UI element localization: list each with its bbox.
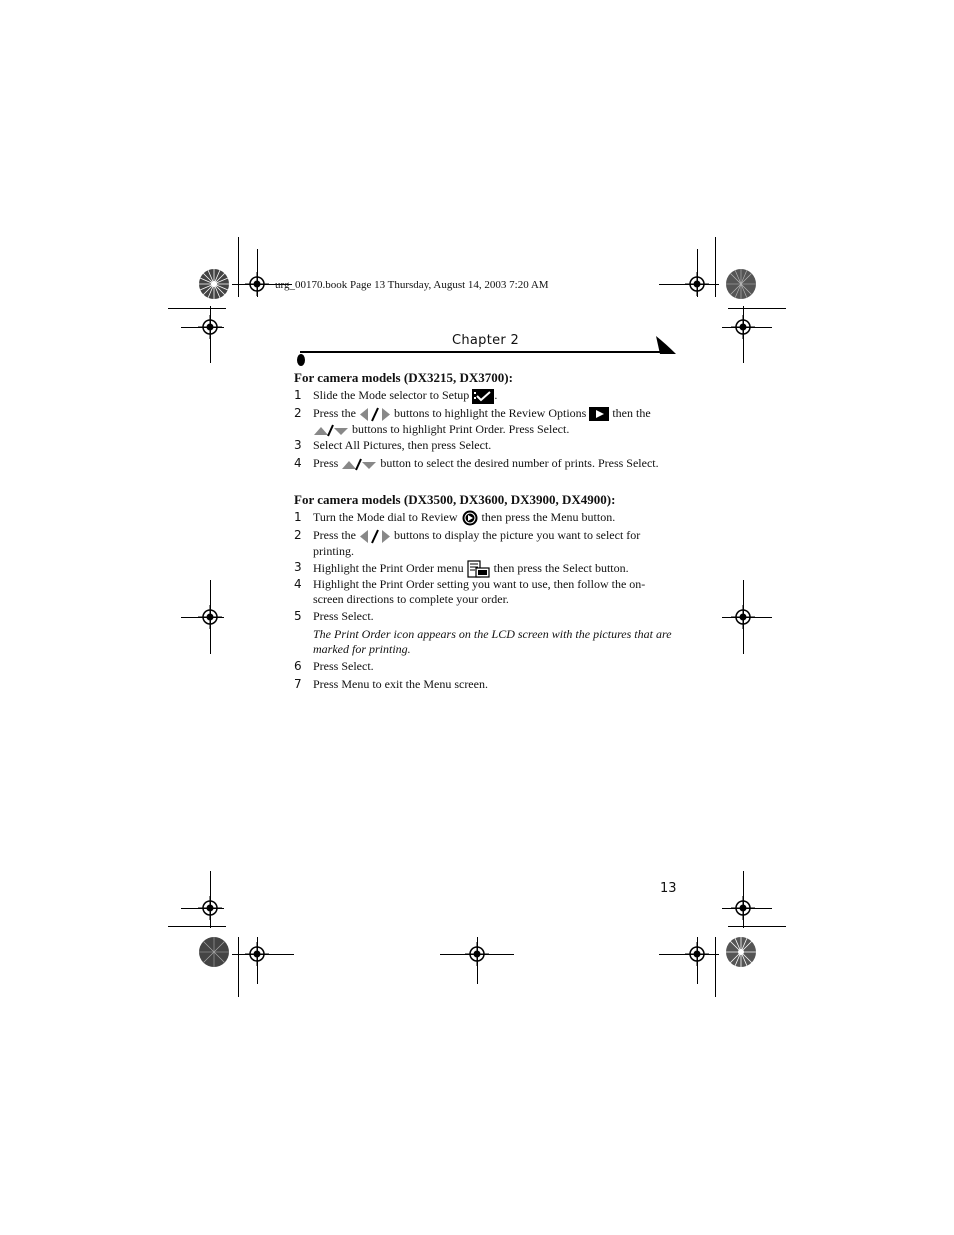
print-order-icon — [467, 560, 491, 578]
step-text: Press the buttons to display the picture you want to select for printing. — [313, 528, 641, 558]
section2-heading: For camera models (DX3500, DX3600, DX3900, DX4900): — [294, 492, 616, 507]
step-text: Select All Pictures, then press Select. — [313, 438, 492, 452]
step-number: 7 — [294, 677, 302, 691]
page-number: 13 — [660, 881, 677, 896]
step-text: Highlight the Print Order setting you want to use, then follow the on-screen directions to complete your order. — [313, 577, 646, 606]
step-text: Turn the Mode dial to Review then press the Menu button. — [313, 510, 673, 526]
step-text: Press the buttons to highlight the Review Options then the buttons to highlight Print Order. Press Select. — [313, 406, 651, 436]
print-order-note: The Print Order icon appears on the LCD screen with the pictures that are marked for printing. — [313, 627, 672, 656]
chapter-arrow-icon — [656, 336, 678, 356]
step-number: 1 — [294, 510, 302, 524]
starburst-icon — [724, 935, 758, 969]
left-right-arrows-icon — [359, 407, 391, 422]
step-number: 3 — [294, 438, 302, 452]
step-number: 4 — [294, 456, 302, 470]
step-text: Highlight the Print Order menu then press the Select button. — [313, 560, 673, 578]
chapter-rule — [300, 351, 662, 353]
step-number: 5 — [294, 609, 302, 623]
step-number: 4 — [294, 577, 302, 591]
step-number: 2 — [294, 528, 302, 542]
book-info-header: urg_00170.book Page 13 Thursday, August 14, 2003 7:20 AM — [275, 279, 549, 291]
up-down-arrows-icon — [313, 424, 349, 437]
step-text: Press button to select the desired number of prints. Press Select. — [313, 456, 659, 470]
up-down-arrows-icon — [341, 458, 377, 471]
starburst-icon — [197, 267, 231, 301]
step-number: 1 — [294, 388, 302, 402]
setup-icon — [472, 389, 494, 404]
section1-heading: For camera models (DX3215, DX3700): — [294, 370, 513, 385]
review-mode-icon — [461, 510, 479, 526]
step-number: 6 — [294, 659, 302, 673]
rule-end-dot — [297, 354, 305, 366]
step-text: Press Select. — [313, 609, 374, 623]
step-number: 3 — [294, 560, 302, 574]
starburst-icon — [724, 267, 758, 301]
review-options-icon — [589, 407, 609, 421]
starburst-icon — [197, 935, 231, 969]
step-text: Slide the Mode selector to Setup . — [313, 388, 498, 402]
step-text: Press Select. — [313, 659, 374, 673]
left-right-arrows-icon — [359, 529, 391, 544]
chapter-label: Chapter 2 — [452, 333, 520, 348]
step-text: Press Menu to exit the Menu screen. — [313, 677, 488, 691]
step-number: 2 — [294, 406, 302, 420]
